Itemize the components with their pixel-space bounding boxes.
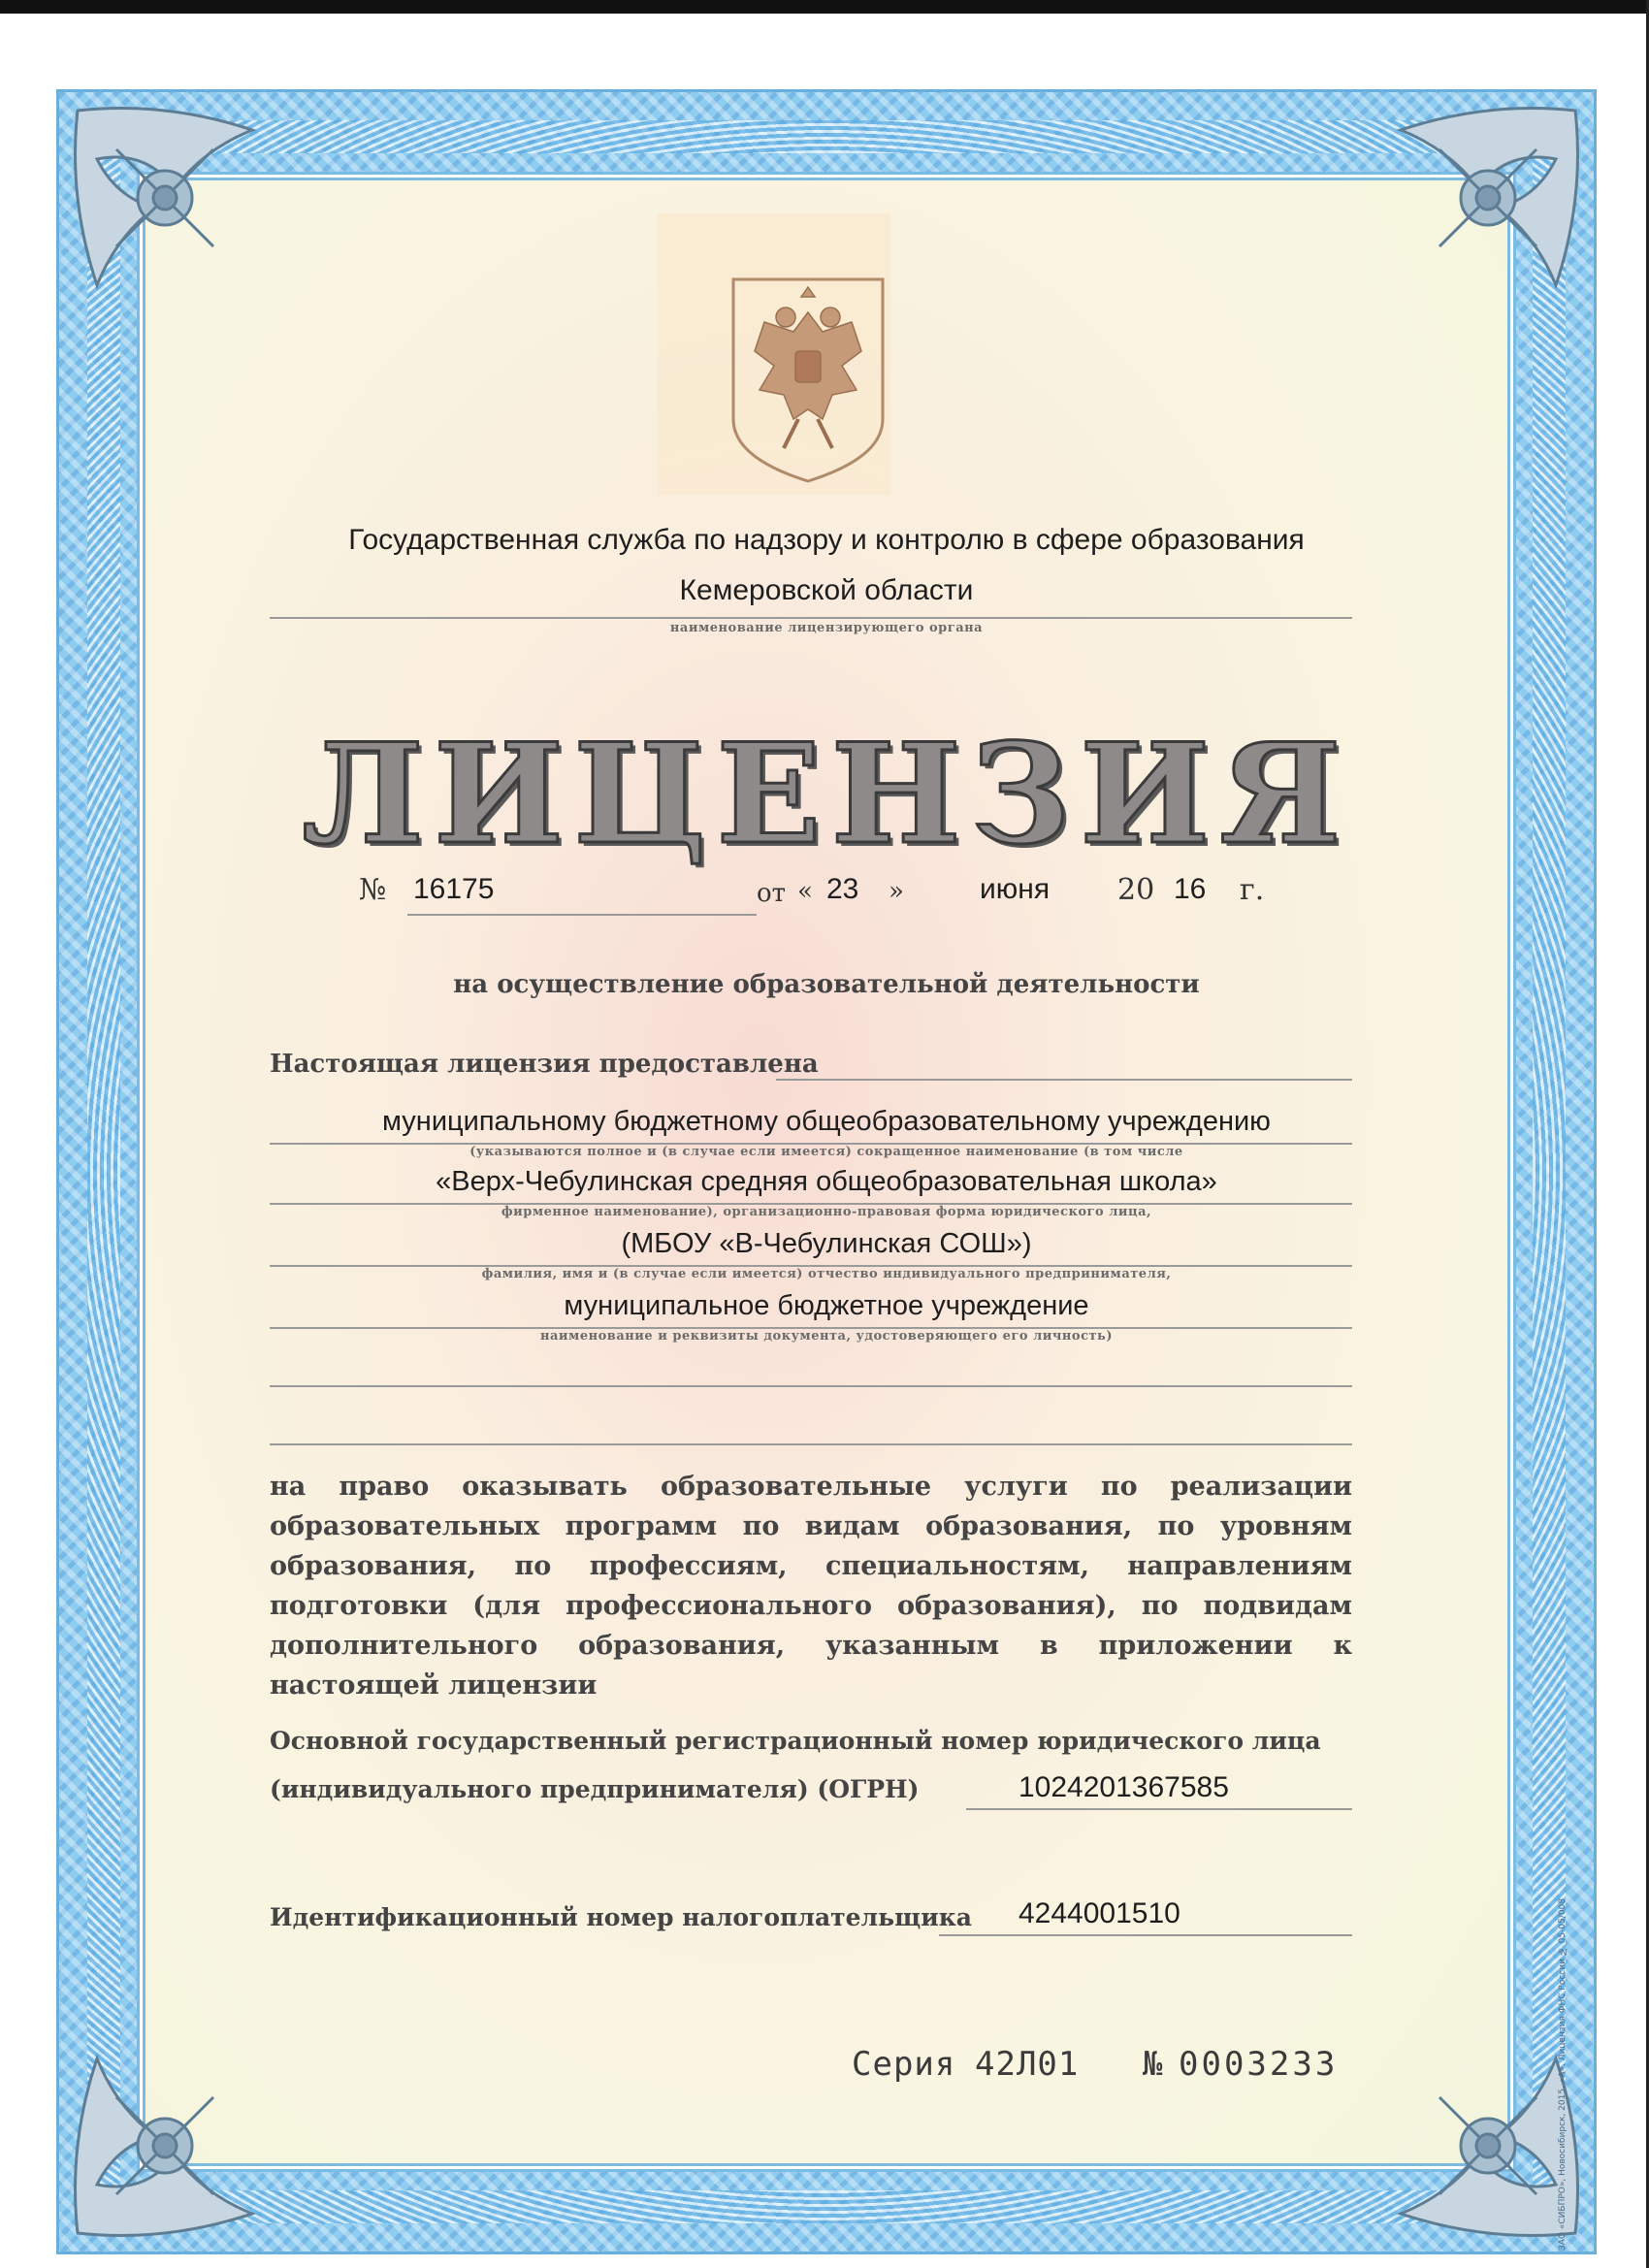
blank-number-label: № [1143,2045,1164,2084]
quote-close: » [889,877,904,906]
license-number: 16175 [413,873,495,905]
series-value: 42Л01 [975,2045,1080,2084]
authority-caption: наименование лицензирующего органа [669,621,984,635]
divider [966,1808,1352,1810]
divider [939,1934,1352,1936]
divider [776,1079,1352,1081]
series-label: Серия [852,2045,956,2084]
license-year-suffix: 16 [1174,873,1207,905]
license-year-label: г. [1240,873,1265,907]
corner-ornament-icon [1381,91,1595,305]
ogrn-value: 1024201367585 [1018,1771,1229,1803]
blank-number-value: 0003233 [1179,2045,1339,2084]
licensee-line1: муниципальному бюджетному общеобразовательному учреждению [382,1106,1271,1137]
inn-value: 4244001510 [1018,1897,1180,1929]
licensee-line4: муниципальное бюджетное учреждение [564,1290,1089,1321]
scan-edge [0,0,1649,14]
license-from-label: от [757,879,787,908]
corner-ornament-icon [58,91,272,305]
divider [270,1443,1352,1445]
divider [270,617,1352,619]
license-year-prefix: 20 [1117,873,1155,907]
document-title: ЛИЦЕНЗИЯ [302,714,1351,875]
licensee-caption3: фамилия, имя и (в случае если имеется) отчество индивидуального предпринимателя, [481,1267,1172,1281]
divider [270,1385,1352,1387]
divider [407,914,757,916]
corner-ornament-icon [58,2039,272,2252]
coat-of-arms-icon [726,274,890,487]
licensee-caption2: фирменное наименование), организационно-правовая форма юридического лица, [501,1205,1152,1219]
license-day: 23 [826,873,859,905]
licensee-caption1: (указываются полное и (в случае если имеется) сокращенное наименование (в том числе [469,1145,1183,1159]
license-month: июня [980,873,1051,905]
inn-label: Идентификационный номер налогоплательщика [270,1903,972,1931]
authority-name-line1: Государственная служба по надзору и контролю в сфере образования [348,524,1305,556]
printer-note: ЗАО «СИБПРО», Новосибирск, 2015, «А». Лицензия ФНС России № 05-05/008 [1558,1897,1568,2251]
licensee-line3: (МБОУ «В-Чебулинская СОШ») [621,1228,1032,1259]
ogrn-label-line2: (индивидуального предпринимателя) (ОГРН) [270,1775,920,1803]
licensee-line2: «Верх-Чебулинская средняя общеобразовательная школа» [436,1166,1217,1197]
quote-open: « [797,877,813,906]
ogrn-label-line1: Основной государственный регистрационный номер юридического лица [270,1727,1321,1755]
licensee-caption4: наименование и реквизиты документа, удостоверяющего его личность) [539,1329,1114,1344]
license-number-label: № [359,873,387,907]
authority-name-line2: Кемеровской области [679,574,974,606]
rights-paragraph: на право оказывать образовательные услуги по реализации образовательных программ по видам образования, по уровням образования, по профессиям, специальностям, направлениям подготовки (для профессионального образования), по подвидам дополнительного образования, указанным в приложении к настоящей лицензии [270,1472,1352,1701]
license-purpose: на осуществление образовательной деятельности [453,970,1200,999]
granted-label: Настоящая лицензия предоставлена [270,1050,819,1079]
